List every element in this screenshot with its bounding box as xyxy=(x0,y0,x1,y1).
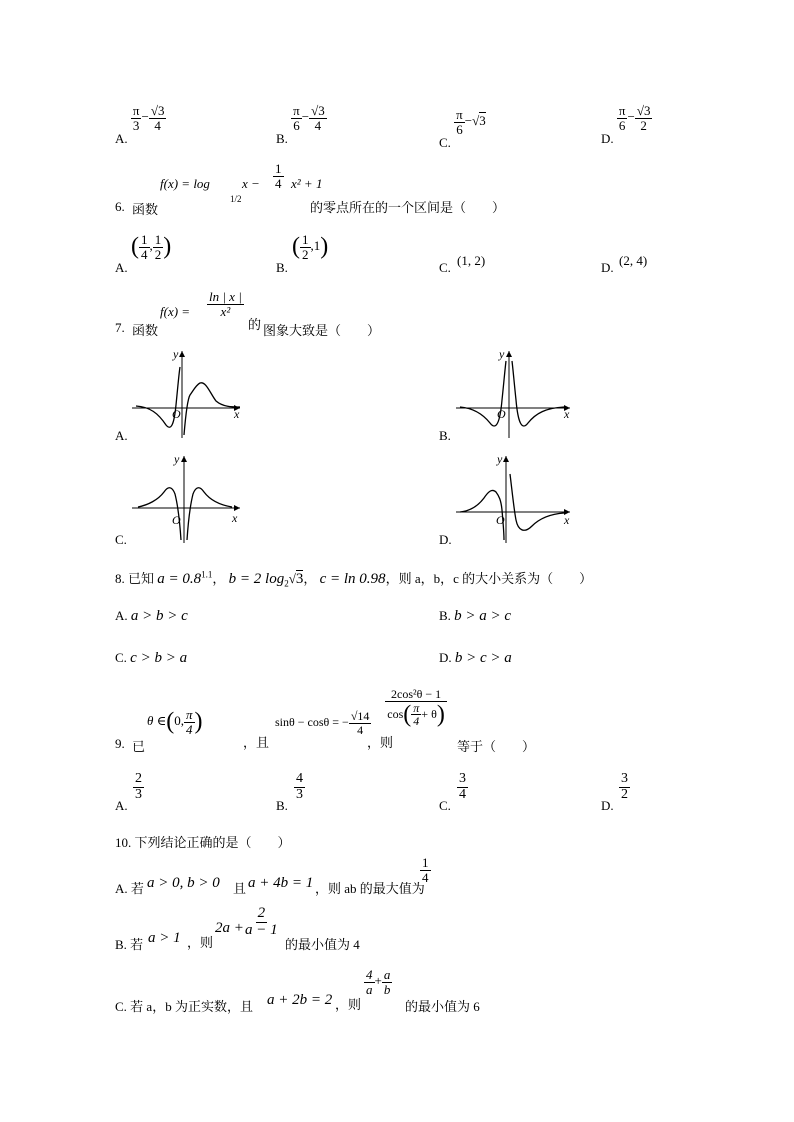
svg-text:y: y xyxy=(173,347,179,361)
q8-option-a: A. a > b > c xyxy=(115,608,188,624)
svg-text:x: x xyxy=(234,407,240,421)
q6-option-d: D. (2, 4) xyxy=(601,253,648,275)
q7-graph-d xyxy=(452,450,577,545)
q10-option-a: A. 若 a > 0, b > 0 且 a + 4b = 1 ，则 ab 的最大值为 $\frac{1}{4}$ xyxy=(115,855,429,896)
q5-option-b: B. $\frac{\pi}{6}$ − $\frac{√3}{4}$ xyxy=(276,103,325,147)
q7-option-d-label: D. xyxy=(439,532,452,547)
fraction: $\frac{\pi}{3}$ xyxy=(132,103,140,133)
svg-text:x: x xyxy=(564,407,570,421)
q7-graph-a xyxy=(128,345,248,440)
q6-option-b: B. ( $\frac{1}{2}$ ,1) xyxy=(276,232,329,275)
q8-option-b: B. b > a > c xyxy=(439,608,512,624)
q9-stem: 9. 已 θ ∈(0, $\frac{\pi}{4}$ ) ，且 sinθ − cosθ = − $\frac{√14}{4}$ ，则 2cos²θ − 1 cos( $\frac{\pi}{4}$ + θ) 等于（ ） xyxy=(115,687,536,754)
q10-stem: 10. 下列结论正确的是（ ） xyxy=(115,835,291,850)
svg-text:y: y xyxy=(497,452,503,466)
q8-option-c: C. c > b > a xyxy=(115,650,188,666)
q7-graph-b xyxy=(452,345,577,440)
q5-option-d: D. $\frac{\pi}{6}$ − $\frac{√3}{2}$ xyxy=(601,103,651,147)
svg-text:O: O xyxy=(172,513,181,527)
svg-text:y: y xyxy=(499,347,505,361)
q7-option-b-label: B. xyxy=(439,428,451,443)
q6-option-a: A. ( $\frac{1}{4}$ , $\frac{1}{2}$ ) xyxy=(115,232,172,275)
q6-option-c: C. (1, 2) xyxy=(439,253,486,275)
q8-stem: 8. 已知 $a = 0.8^{1.1}$， b = 2 $\log_2√3$， c = ln 0.98，则 a，b，c 的大小关系为（ ） xyxy=(115,569,593,589)
q10-option-b: B. 若 a > 1 ，则 2a + $\frac{2}{a - 1}$ 的最小值为 4 xyxy=(115,905,360,952)
q10-option-c: C. 若 a，b 为正实数，且 a + 2b = 2 ，则 $\frac{4}{a}$ + $\frac{a}{b}$ 的最小值为 6 xyxy=(115,967,480,1014)
q8-option-d: D. b > c > a xyxy=(439,650,512,666)
svg-text:O: O xyxy=(497,407,506,421)
q5-option-a: A. $\frac{\pi}{3}$ − $\frac{√3}{4}$ xyxy=(115,103,165,147)
q5-option-c: C. $\frac{\pi}{6}$ −√3 xyxy=(439,107,486,151)
q7-option-a-label: A. xyxy=(115,428,128,443)
svg-text:y: y xyxy=(174,452,180,466)
fraction: $\frac{√3}{4}$ xyxy=(150,103,165,133)
q7-option-c-label: C. xyxy=(115,532,127,547)
svg-text:O: O xyxy=(172,407,181,421)
q7-graph-c xyxy=(128,450,248,545)
option-letter: A. xyxy=(115,131,128,147)
svg-text:x: x xyxy=(564,513,570,527)
svg-text:O: O xyxy=(496,513,505,527)
svg-text:x: x xyxy=(232,511,238,525)
